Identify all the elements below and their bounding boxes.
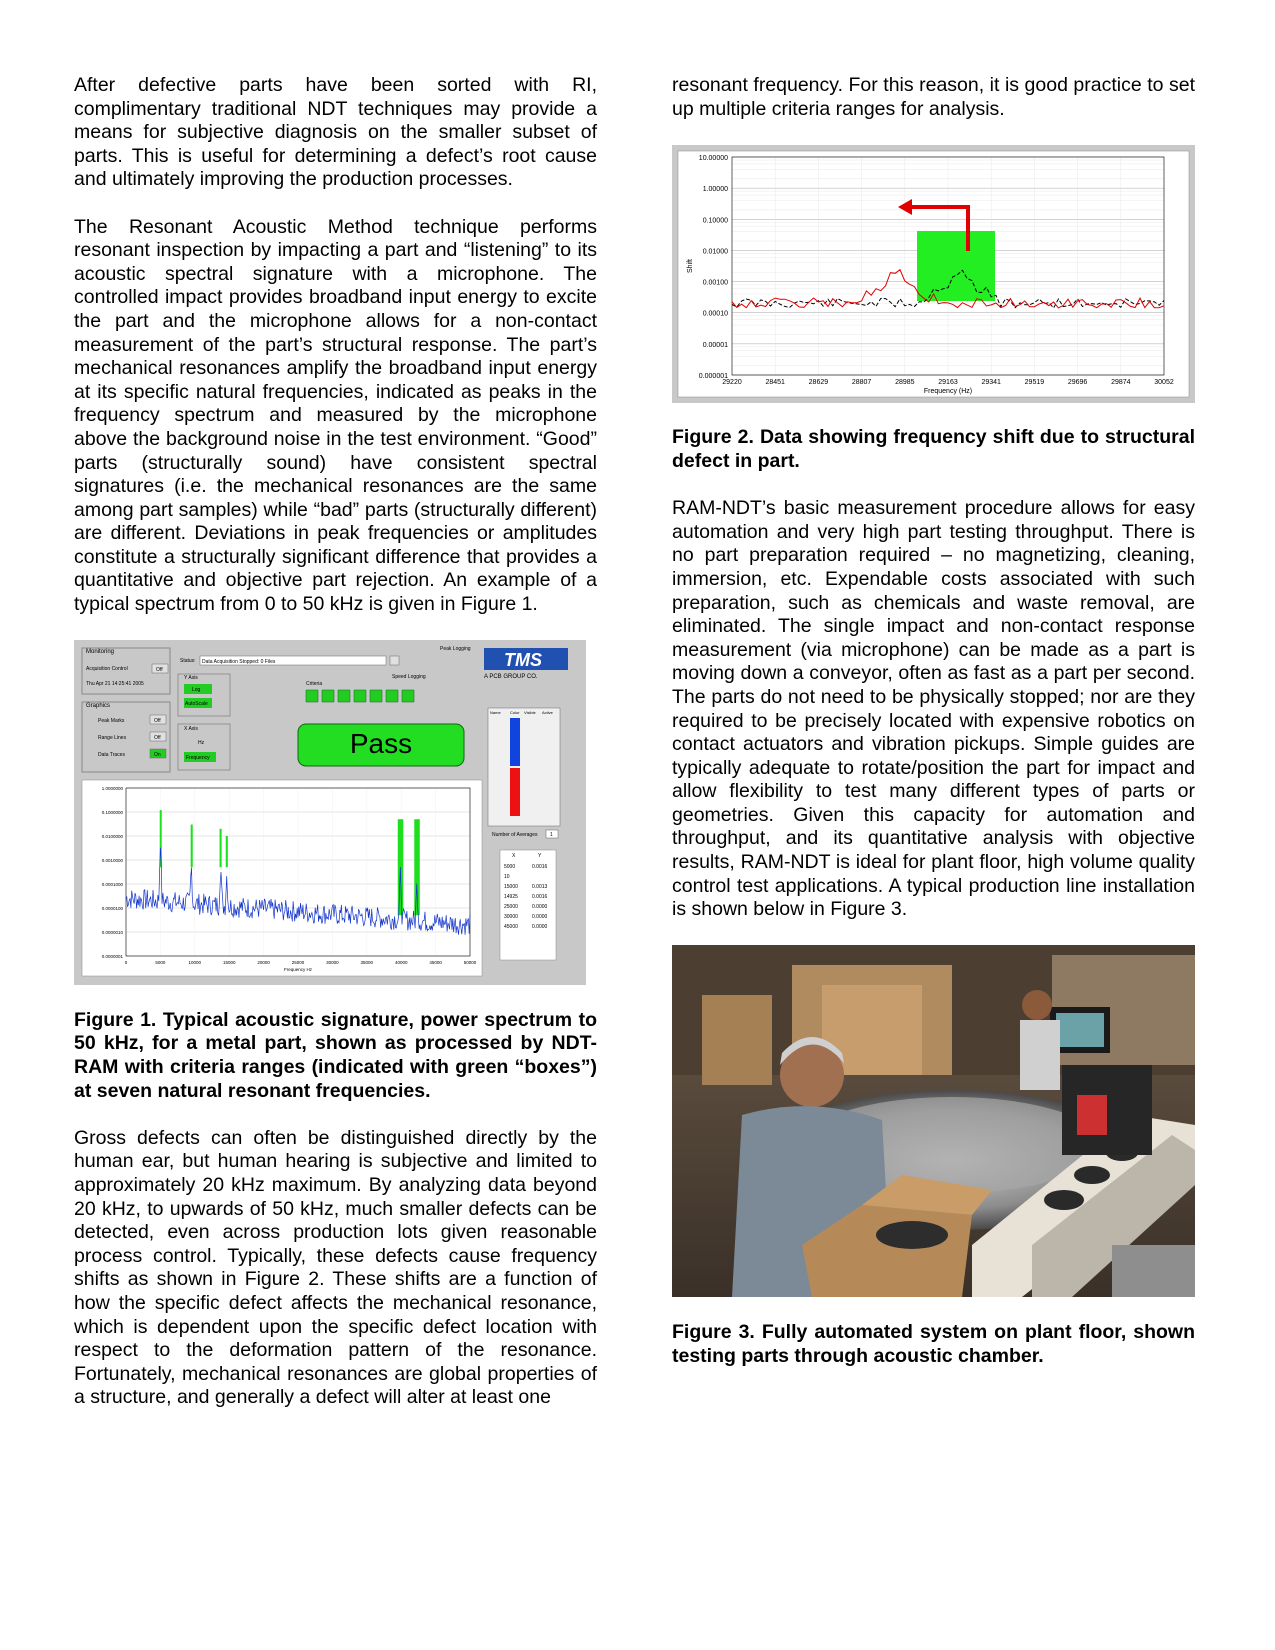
xy-table-y-cell: 0.0013 bbox=[532, 884, 548, 891]
criteria-table-header-visible: Visible bbox=[524, 710, 536, 716]
averages-label: Number of Averages bbox=[492, 832, 538, 839]
figure-2-caption: Figure 2. Data showing frequency shift due to structural defect in part. bbox=[672, 426, 1195, 472]
x-axis-label: Frequency Hz bbox=[283, 967, 313, 973]
tms-logo-text: TMS bbox=[504, 650, 542, 671]
y-tick-label: 0.00100 bbox=[702, 279, 728, 287]
date-text: Thu Apr 21 14:25:41 2005 bbox=[86, 681, 144, 688]
x-tick-label: 28807 bbox=[851, 378, 872, 386]
spectrum-plot-panel bbox=[82, 780, 482, 976]
criteria-table-header-color: Color bbox=[510, 710, 520, 716]
x-axis-group-label: X Axis bbox=[184, 726, 198, 733]
x-unit-label: Hz bbox=[198, 740, 205, 747]
x-tick-label: 30052 bbox=[1154, 378, 1174, 386]
xy-table-x-cell: 10 bbox=[504, 874, 510, 881]
x-tick-label: 29220 bbox=[722, 378, 742, 386]
x-tick-label: 5000 bbox=[155, 960, 166, 966]
x-tick-label: 29519 bbox=[1024, 378, 1045, 386]
figure-1 bbox=[74, 640, 597, 985]
xy-table-y-cell: 0.0000 bbox=[532, 904, 548, 911]
criteria-table-header-active: Active bbox=[542, 710, 553, 716]
left-column bbox=[74, 74, 597, 1434]
x-tick-label: 45000 bbox=[429, 960, 442, 966]
criteria-range-box bbox=[191, 825, 193, 868]
paragraph-intro: After defective parts have been sorted with RI, complimentary traditional NDT techniques may provide a means for subjective diagnosis on the smaller subset of parts. This is useful for determining a defect’s root cause and ultimately improving the production processes. bbox=[74, 74, 597, 191]
y-tick-label: 0.0100000 bbox=[101, 834, 123, 840]
x-tick-label: 35000 bbox=[360, 960, 374, 966]
paragraph-automation: RAM-NDT’s basic measurement procedure allows for easy automation and very high part testing throughput. There is no part preparation required – no magnetizing, cleaning, immersion, etc. Expendable costs associated with such preparation, such as chemicals and waste removal, are eliminated. The single impact and non-contact response measurement (via microphone) can be made as a part is moving down a conveyor, often as fast as a part per second. The parts do not need to be physically stopped; nor are they required to be precisely located with expensive robotics on contact actuators and vibration pickups. Simple guides are typically adequate to rotate/position the part for impact and allow flexibility to test many different types of parts or geometries. Given this capacity for automation and throughput, and its quantitative analysis with objective results, RAM-NDT is ideal for plant floor, high volume quality control test applications. A typical production line installation is shown below in Figure 3. bbox=[672, 497, 1195, 921]
xy-table-y-cell: 0.0000 bbox=[532, 914, 548, 921]
status-browse-button[interactable] bbox=[390, 656, 399, 665]
figure-3 bbox=[672, 945, 1195, 1297]
y-tick-label: 0.1000000 bbox=[101, 810, 123, 816]
paragraph-gross-defects: Gross defects can often be distinguished directly by the human ear, but human hearing is subjective and limited to approximately 20 kHz maximum. By analyzing data beyond 20 kHz, to upwards of 50 kHz, much smaller defects can be detected, even across production lots given reasonable process control. Typically, these defects cause frequency shifts as shown in Figure 2. These shifts are a function of how the specific defect affects the mechanical resonance, which is dependent upon the specific defect location with respect to the deformation pattern of the resonance. Fortunately, mechanical resonances are global properties of a structure, and generally a defect will alter at least one bbox=[74, 1126, 597, 1409]
shift-highlight-box bbox=[917, 231, 995, 301]
criteria-color-blue bbox=[510, 718, 520, 766]
figure-2 bbox=[672, 145, 1195, 403]
figure-1-screenshot bbox=[74, 640, 586, 985]
y-axis-group-label: Y Axis bbox=[184, 675, 198, 682]
averages-value: 1 bbox=[550, 832, 553, 839]
xy-table-x-cell: 15000 bbox=[504, 884, 518, 891]
acquisition-value: Off bbox=[156, 667, 163, 674]
xy-table-x-cell: 25000 bbox=[504, 904, 518, 911]
criteria-range-box bbox=[226, 836, 228, 867]
xy-table-y-cell: 0.0000 bbox=[532, 924, 548, 931]
x-tick-label: 29163 bbox=[938, 378, 958, 386]
criteria-indicator-3 bbox=[338, 690, 350, 702]
x-tick-label: 28629 bbox=[808, 378, 829, 386]
y-tick-label: 0.10000 bbox=[702, 217, 728, 225]
x-tick-label: 29874 bbox=[1111, 378, 1131, 386]
criteria-indicator-4 bbox=[354, 690, 366, 702]
y-tick-label: 1.0000000 bbox=[101, 786, 123, 792]
criteria-table bbox=[488, 708, 560, 826]
xy-table-x-cell: 14925 bbox=[504, 894, 518, 901]
xy-table-y-header: Y bbox=[538, 853, 542, 860]
y-axis-label: Shift bbox=[687, 258, 694, 273]
x-tick-label: 50000 bbox=[463, 960, 477, 966]
graphics-group-label: Graphics bbox=[86, 703, 111, 710]
y-tick-label: 0.01000 bbox=[702, 248, 728, 256]
xy-table-x-cell: 5000 bbox=[504, 864, 516, 871]
right-column bbox=[672, 74, 1195, 1392]
criteria-label: Criteria bbox=[306, 681, 323, 688]
x-tick-label: 0 bbox=[124, 960, 128, 966]
x-tick-label: 28451 bbox=[765, 378, 785, 386]
figure-1-caption: Figure 1. Typical acoustic signature, power spectrum to 50 kHz, for a metal part, shown as processed by NDT-RAM with criteria ranges (indicated with green “boxes”) at seven natural resonant frequencies. bbox=[74, 1008, 597, 1102]
speed-logging-label: Speed Logging bbox=[392, 674, 426, 681]
x-frequency-label: Frequency bbox=[186, 755, 210, 762]
y-tick-label: 0.0000010 bbox=[101, 930, 123, 936]
x-tick-label: 10000 bbox=[188, 960, 202, 966]
y-autoscale-label: AutoScale bbox=[185, 701, 208, 708]
x-tick-label: 28985 bbox=[895, 378, 915, 386]
y-tick-label: 0.0001000 bbox=[101, 882, 123, 888]
y-tick-label: 1.00000 bbox=[702, 185, 728, 193]
pass-text: Pass bbox=[349, 728, 413, 760]
paragraph-ram-technique: The Resonant Acoustic Method technique performs resonant inspection by impacting a part and “listening” to its acoustic spectral signature with a microphone. The controlled impact provides broadband input energy to excite the part and the microphone allows for a non-contact measurement of the part’s structural response. The part’s mechanical resonances amplify the broadband input energy at its specific natural frequencies, indicated as peaks in the frequency spectrum and measured by the microphone above the background noise in the test environment. “Good” parts (structurally sound) have consistent spectral signatures (i.e. the mechanical resonances are the same among part samples) while “bad” parts (structurally different) are different. Deviations in peak frequencies or amplitudes constitute a structurally significant difference that provides a quantitative and objective part rejection. An example of a typical spectrum from 0 to 50 kHz is given in Figure 1. bbox=[74, 215, 597, 616]
x-tick-label: 29341 bbox=[981, 378, 1001, 386]
criteria-range-box bbox=[220, 829, 222, 867]
range-lines-label: Range Lines bbox=[98, 735, 127, 742]
y-tick-label: 0.000001 bbox=[698, 372, 728, 380]
xy-table-x-cell: 45000 bbox=[504, 924, 518, 931]
xy-table-x-header: X bbox=[512, 853, 516, 860]
x-tick-label: 30000 bbox=[326, 960, 339, 966]
data-traces-label: Data Traces bbox=[98, 752, 125, 759]
peak-marks-label: Peak Marks bbox=[98, 718, 125, 725]
xy-table-x-cell: 30000 bbox=[504, 914, 518, 921]
y-tick-label: 0.0010000 bbox=[101, 858, 123, 864]
figure-3-caption: Figure 3. Fully automated system on plant floor, shown testing parts through acoustic chamber. bbox=[672, 1321, 1195, 1367]
tms-logo-subtitle: A PCB GROUP CO. bbox=[484, 674, 538, 681]
x-tick-label: 40000 bbox=[394, 960, 408, 966]
range-lines-value: Off bbox=[154, 735, 161, 742]
criteria-indicators bbox=[306, 690, 414, 702]
criteria-indicator-2 bbox=[322, 690, 334, 702]
criteria-range-box bbox=[414, 819, 420, 915]
status-label: Status: bbox=[180, 658, 196, 665]
y-tick-label: 0.00010 bbox=[702, 310, 728, 318]
paragraph-resonant-frequency: resonant frequency. For this reason, it is good practice to set up multiple criteria ranges for analysis. bbox=[672, 74, 1195, 120]
x-tick-label: 15000 bbox=[222, 960, 236, 966]
status-value: Data Acquisition Stopped: 0 Files bbox=[202, 659, 276, 666]
criteria-indicator-5 bbox=[370, 690, 382, 702]
y-tick-label: 0.0000100 bbox=[101, 906, 123, 912]
data-traces-value: On bbox=[154, 752, 161, 759]
y-tick-label: 10.00000 bbox=[698, 154, 728, 162]
x-axis-label: Frequency (Hz) bbox=[923, 387, 973, 395]
peak-logging-label: Peak Logging bbox=[440, 646, 471, 653]
criteria-indicator-6 bbox=[386, 690, 398, 702]
x-tick-label: 25000 bbox=[291, 960, 305, 966]
y-log-label: Log bbox=[192, 687, 201, 694]
xy-table-y-cell: 0.0016 bbox=[532, 894, 548, 901]
criteria-table-header-name: Name bbox=[490, 710, 501, 716]
figure-3-photo bbox=[672, 945, 1195, 1297]
criteria-indicator-7 bbox=[402, 690, 414, 702]
criteria-indicator-1 bbox=[306, 690, 318, 702]
x-tick-label: 20000 bbox=[257, 960, 270, 966]
y-tick-label: 0.0000001 bbox=[101, 954, 123, 960]
acquisition-label: Acquisition Control bbox=[86, 666, 128, 673]
y-tick-label: 0.00001 bbox=[702, 341, 728, 349]
monitoring-group-label: Monitoring bbox=[86, 649, 115, 656]
peak-marks-value: Off bbox=[154, 718, 161, 725]
criteria-color-red bbox=[510, 768, 520, 816]
xy-table-y-cell: 0.0016 bbox=[532, 864, 548, 871]
x-tick-label: 29696 bbox=[1067, 378, 1088, 386]
figure-2-chart bbox=[672, 145, 1195, 403]
